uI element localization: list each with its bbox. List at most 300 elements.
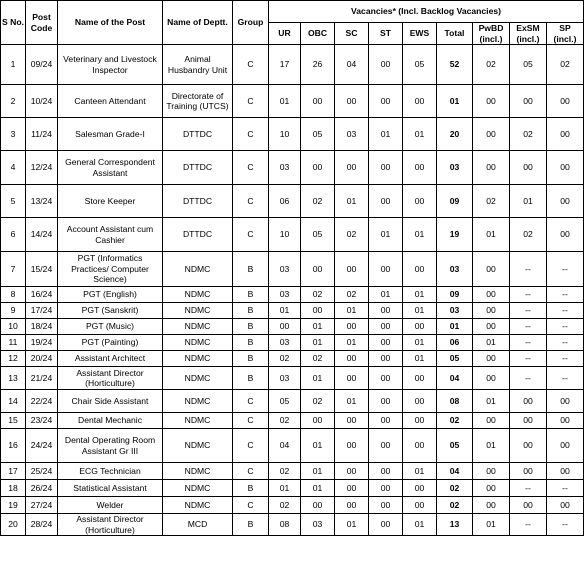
cell-dept: DTTDC [163, 218, 233, 252]
cell-st: 00 [369, 319, 403, 335]
cell-post: Dental Operating Room Assistant Gr III [58, 429, 163, 463]
table-row [1, 497, 584, 514]
cell-sp: -- [547, 514, 584, 536]
cell-sc: 02 [335, 287, 369, 303]
header-sc: SC [335, 23, 369, 45]
cell-ur: 01 [269, 480, 301, 497]
cell-obc: 03 [301, 514, 335, 536]
cell-exsm: -- [510, 319, 547, 335]
cell-obc: 00 [301, 303, 335, 319]
cell-obc: 01 [301, 367, 335, 390]
cell-sp: -- [547, 303, 584, 319]
cell-total: 06 [437, 335, 473, 351]
cell-sp: -- [547, 480, 584, 497]
cell-sno: 15 [1, 413, 26, 429]
cell-ews: 00 [403, 151, 437, 185]
cell-dept: NDMC [163, 413, 233, 429]
cell-sc: 01 [335, 335, 369, 351]
cell-sc: 00 [335, 319, 369, 335]
cell-dept: NDMC [163, 287, 233, 303]
cell-st: 00 [369, 429, 403, 463]
cell-dept: Animal Husbandry Unit [163, 45, 233, 85]
cell-sno: 1 [1, 45, 26, 85]
cell-dept: DTTDC [163, 185, 233, 218]
cell-ews: 00 [403, 390, 437, 413]
cell-total: 20 [437, 118, 473, 151]
cell-code: 24/24 [26, 429, 58, 463]
cell-sp: 00 [547, 118, 584, 151]
cell-group: B [233, 351, 269, 367]
cell-sno: 6 [1, 218, 26, 252]
cell-code: 21/24 [26, 367, 58, 390]
header-vacancies: Vacancies* (Incl. Backlog Vacancies) [269, 1, 584, 23]
cell-sp: 00 [547, 218, 584, 252]
cell-dept: Directorate of Training (UTCS) [163, 85, 233, 118]
cell-ur: 01 [269, 85, 301, 118]
cell-group: C [233, 151, 269, 185]
header-total: Total [437, 23, 473, 45]
cell-exsm: -- [510, 480, 547, 497]
cell-group: C [233, 413, 269, 429]
cell-obc: 05 [301, 218, 335, 252]
header-sp: SP (incl.) [547, 23, 584, 45]
cell-pwbd: 00 [473, 303, 510, 319]
cell-post: PGT (English) [58, 287, 163, 303]
cell-sno: 4 [1, 151, 26, 185]
cell-exsm: 00 [510, 429, 547, 463]
cell-st: 00 [369, 185, 403, 218]
cell-pwbd: 00 [473, 497, 510, 514]
cell-sno: 20 [1, 514, 26, 536]
header-group: Group [233, 1, 269, 45]
cell-ews: 00 [403, 185, 437, 218]
cell-group: B [233, 303, 269, 319]
cell-sp: -- [547, 252, 584, 287]
cell-pwbd: 00 [473, 351, 510, 367]
cell-post: PGT (Informatics Practices/ Computer Science) [58, 252, 163, 287]
cell-obc: 01 [301, 335, 335, 351]
cell-pwbd: 00 [473, 480, 510, 497]
cell-post: Veterinary and Livestock Inspector [58, 45, 163, 85]
cell-total: 19 [437, 218, 473, 252]
cell-ur: 02 [269, 463, 301, 480]
cell-dept: DTTDC [163, 151, 233, 185]
cell-obc: 00 [301, 85, 335, 118]
cell-code: 17/24 [26, 303, 58, 319]
cell-ur: 03 [269, 335, 301, 351]
cell-ur: 03 [269, 367, 301, 390]
cell-code: 27/24 [26, 497, 58, 514]
cell-exsm: 00 [510, 85, 547, 118]
cell-sc: 03 [335, 118, 369, 151]
cell-exsm: -- [510, 367, 547, 390]
cell-pwbd: 00 [473, 367, 510, 390]
cell-total: 03 [437, 252, 473, 287]
cell-group: C [233, 85, 269, 118]
cell-obc: 02 [301, 351, 335, 367]
cell-dept: NDMC [163, 319, 233, 335]
cell-group: C [233, 118, 269, 151]
table-row [1, 463, 584, 480]
cell-post: PGT (Painting) [58, 335, 163, 351]
cell-sp: 00 [547, 463, 584, 480]
cell-dept: NDMC [163, 480, 233, 497]
cell-post: Statistical Assistant [58, 480, 163, 497]
cell-total: 09 [437, 287, 473, 303]
cell-st: 00 [369, 497, 403, 514]
cell-sno: 11 [1, 335, 26, 351]
cell-ews: 00 [403, 413, 437, 429]
table-row [1, 429, 584, 463]
cell-obc: 00 [301, 413, 335, 429]
cell-pwbd: 02 [473, 45, 510, 85]
cell-exsm: 00 [510, 413, 547, 429]
cell-ur: 10 [269, 118, 301, 151]
cell-ews: 00 [403, 367, 437, 390]
cell-sp: 00 [547, 151, 584, 185]
cell-exsm: -- [510, 514, 547, 536]
cell-pwbd: 00 [473, 252, 510, 287]
cell-code: 25/24 [26, 463, 58, 480]
cell-code: 18/24 [26, 319, 58, 335]
table-row [1, 335, 584, 351]
cell-sno: 7 [1, 252, 26, 287]
table-row [1, 85, 584, 118]
cell-ur: 03 [269, 287, 301, 303]
cell-group: C [233, 185, 269, 218]
table-row [1, 413, 584, 429]
cell-post: Chair Side Assistant [58, 390, 163, 413]
cell-total: 03 [437, 151, 473, 185]
cell-exsm: 02 [510, 118, 547, 151]
table-row [1, 45, 584, 85]
cell-sc: 00 [335, 429, 369, 463]
table-row [1, 185, 584, 218]
cell-pwbd: 00 [473, 413, 510, 429]
cell-group: B [233, 335, 269, 351]
cell-pwbd: 00 [473, 118, 510, 151]
table-row [1, 303, 584, 319]
cell-pwbd: 00 [473, 151, 510, 185]
cell-st: 01 [369, 118, 403, 151]
cell-total: 02 [437, 413, 473, 429]
cell-ews: 01 [403, 335, 437, 351]
table-row [1, 351, 584, 367]
cell-st: 00 [369, 252, 403, 287]
cell-code: 15/24 [26, 252, 58, 287]
cell-pwbd: 01 [473, 514, 510, 536]
cell-code: 09/24 [26, 45, 58, 85]
cell-sno: 12 [1, 351, 26, 367]
cell-ews: 01 [403, 118, 437, 151]
cell-exsm: -- [510, 252, 547, 287]
cell-group: B [233, 252, 269, 287]
header-ews: EWS [403, 23, 437, 45]
cell-exsm: -- [510, 351, 547, 367]
cell-post: Canteen Attendant [58, 85, 163, 118]
cell-sno: 3 [1, 118, 26, 151]
cell-total: 05 [437, 351, 473, 367]
cell-code: 11/24 [26, 118, 58, 151]
cell-group: C [233, 497, 269, 514]
cell-group: C [233, 218, 269, 252]
cell-sp: 00 [547, 497, 584, 514]
cell-exsm: 02 [510, 218, 547, 252]
cell-ur: 03 [269, 252, 301, 287]
cell-group: C [233, 463, 269, 480]
header-ur: UR [269, 23, 301, 45]
cell-group: B [233, 480, 269, 497]
cell-sc: 04 [335, 45, 369, 85]
cell-sc: 01 [335, 185, 369, 218]
cell-total: 02 [437, 480, 473, 497]
cell-ews: 00 [403, 252, 437, 287]
cell-st: 00 [369, 480, 403, 497]
cell-group: C [233, 45, 269, 85]
cell-exsm: 05 [510, 45, 547, 85]
cell-sp: -- [547, 319, 584, 335]
cell-code: 20/24 [26, 351, 58, 367]
cell-sno: 19 [1, 497, 26, 514]
cell-total: 09 [437, 185, 473, 218]
cell-sp: 00 [547, 429, 584, 463]
cell-sp: -- [547, 287, 584, 303]
cell-obc: 02 [301, 287, 335, 303]
cell-ur: 02 [269, 351, 301, 367]
cell-sno: 9 [1, 303, 26, 319]
cell-sc: 00 [335, 151, 369, 185]
cell-ews: 01 [403, 303, 437, 319]
header-name-of-deptt: Name of Deptt. [163, 1, 233, 45]
cell-post: General Correspondent Assistant [58, 151, 163, 185]
cell-post: PGT (Music) [58, 319, 163, 335]
cell-code: 19/24 [26, 335, 58, 351]
cell-dept: DTTDC [163, 118, 233, 151]
cell-dept: NDMC [163, 497, 233, 514]
table-body [1, 45, 584, 536]
cell-obc: 01 [301, 463, 335, 480]
cell-st: 01 [369, 218, 403, 252]
cell-sc: 00 [335, 413, 369, 429]
table-row [1, 480, 584, 497]
cell-total: 02 [437, 497, 473, 514]
cell-ur: 03 [269, 151, 301, 185]
cell-post: PGT (Sanskrit) [58, 303, 163, 319]
cell-group: B [233, 367, 269, 390]
cell-ews: 00 [403, 85, 437, 118]
cell-exsm: 00 [510, 497, 547, 514]
cell-post: Account Assistant cum Cashier [58, 218, 163, 252]
cell-ews: 00 [403, 319, 437, 335]
cell-exsm: -- [510, 303, 547, 319]
cell-sc: 00 [335, 480, 369, 497]
cell-pwbd: 00 [473, 463, 510, 480]
cell-sp: -- [547, 335, 584, 351]
cell-group: B [233, 287, 269, 303]
cell-obc: 00 [301, 497, 335, 514]
cell-obc: 01 [301, 480, 335, 497]
cell-st: 00 [369, 413, 403, 429]
cell-total: 08 [437, 390, 473, 413]
table-row [1, 151, 584, 185]
cell-sc: 00 [335, 252, 369, 287]
cell-sno: 18 [1, 480, 26, 497]
cell-st: 00 [369, 45, 403, 85]
cell-ur: 08 [269, 514, 301, 536]
cell-exsm: 01 [510, 185, 547, 218]
cell-dept: NDMC [163, 351, 233, 367]
cell-ews: 00 [403, 497, 437, 514]
cell-exsm: 00 [510, 390, 547, 413]
cell-obc: 01 [301, 429, 335, 463]
cell-obc: 00 [301, 252, 335, 287]
cell-code: 14/24 [26, 218, 58, 252]
cell-code: 23/24 [26, 413, 58, 429]
cell-post: Store Keeper [58, 185, 163, 218]
cell-total: 01 [437, 85, 473, 118]
cell-obc: 02 [301, 390, 335, 413]
cell-st: 00 [369, 463, 403, 480]
cell-pwbd: 01 [473, 390, 510, 413]
cell-ews: 00 [403, 480, 437, 497]
cell-sp: 00 [547, 185, 584, 218]
cell-ur: 00 [269, 319, 301, 335]
header-pwbd: PwBD (incl.) [473, 23, 510, 45]
cell-dept: NDMC [163, 429, 233, 463]
cell-sno: 16 [1, 429, 26, 463]
cell-st: 00 [369, 335, 403, 351]
cell-post: Dental Mechanic [58, 413, 163, 429]
cell-pwbd: 02 [473, 185, 510, 218]
cell-st: 00 [369, 514, 403, 536]
header-name-of-post: Name of the Post [58, 1, 163, 45]
cell-sno: 14 [1, 390, 26, 413]
cell-pwbd: 00 [473, 287, 510, 303]
cell-code: 12/24 [26, 151, 58, 185]
cell-sno: 2 [1, 85, 26, 118]
table-row [1, 319, 584, 335]
cell-exsm: 00 [510, 463, 547, 480]
cell-total: 05 [437, 429, 473, 463]
cell-post: Assistant Architect [58, 351, 163, 367]
cell-code: 28/24 [26, 514, 58, 536]
cell-dept: NDMC [163, 252, 233, 287]
cell-sno: 5 [1, 185, 26, 218]
cell-sc: 00 [335, 497, 369, 514]
cell-st: 00 [369, 390, 403, 413]
cell-total: 52 [437, 45, 473, 85]
cell-sp: 00 [547, 413, 584, 429]
cell-ur: 02 [269, 413, 301, 429]
cell-total: 13 [437, 514, 473, 536]
cell-exsm: -- [510, 287, 547, 303]
cell-group: C [233, 390, 269, 413]
cell-post: Salesman Grade-I [58, 118, 163, 151]
cell-dept: NDMC [163, 303, 233, 319]
table-header [1, 1, 584, 45]
cell-post: Assistant Director (Horticulture) [58, 514, 163, 536]
cell-group: C [233, 429, 269, 463]
cell-total: 03 [437, 303, 473, 319]
cell-dept: MCD [163, 514, 233, 536]
cell-st: 00 [369, 303, 403, 319]
cell-ews: 01 [403, 463, 437, 480]
cell-pwbd: 00 [473, 85, 510, 118]
cell-ur: 10 [269, 218, 301, 252]
cell-total: 04 [437, 463, 473, 480]
cell-sp: 00 [547, 390, 584, 413]
cell-obc: 26 [301, 45, 335, 85]
cell-ews: 01 [403, 287, 437, 303]
cell-post: ECG Technician [58, 463, 163, 480]
cell-obc: 05 [301, 118, 335, 151]
cell-sno: 10 [1, 319, 26, 335]
cell-st: 01 [369, 287, 403, 303]
cell-dept: NDMC [163, 335, 233, 351]
header-sno: S No. [1, 1, 26, 45]
cell-sc: 00 [335, 367, 369, 390]
cell-sc: 00 [335, 463, 369, 480]
cell-pwbd: 01 [473, 218, 510, 252]
cell-dept: NDMC [163, 390, 233, 413]
table-row [1, 367, 584, 390]
cell-st: 00 [369, 351, 403, 367]
cell-ews: 01 [403, 218, 437, 252]
header-st: ST [369, 23, 403, 45]
header-obc: OBC [301, 23, 335, 45]
cell-pwbd: 00 [473, 319, 510, 335]
cell-sc: 01 [335, 390, 369, 413]
header-post-code: Post Code [26, 1, 58, 45]
table-row [1, 252, 584, 287]
cell-sc: 01 [335, 303, 369, 319]
cell-obc: 01 [301, 319, 335, 335]
cell-group: B [233, 319, 269, 335]
table-row [1, 118, 584, 151]
cell-code: 22/24 [26, 390, 58, 413]
cell-exsm: 00 [510, 151, 547, 185]
cell-post: Assistant Director (Horticulture) [58, 367, 163, 390]
cell-ur: 17 [269, 45, 301, 85]
header-exsm: ExSM (incl.) [510, 23, 547, 45]
cell-pwbd: 01 [473, 335, 510, 351]
cell-sp: 00 [547, 85, 584, 118]
cell-ews: 05 [403, 45, 437, 85]
cell-ur: 02 [269, 497, 301, 514]
cell-sc: 02 [335, 218, 369, 252]
cell-obc: 00 [301, 151, 335, 185]
table-row [1, 287, 584, 303]
cell-ews: 01 [403, 351, 437, 367]
cell-st: 00 [369, 85, 403, 118]
cell-sc: 01 [335, 514, 369, 536]
cell-group: B [233, 514, 269, 536]
cell-ur: 01 [269, 303, 301, 319]
cell-pwbd: 01 [473, 429, 510, 463]
cell-ews: 01 [403, 514, 437, 536]
cell-dept: NDMC [163, 463, 233, 480]
cell-post: Welder [58, 497, 163, 514]
cell-st: 00 [369, 151, 403, 185]
table-row [1, 514, 584, 536]
cell-total: 01 [437, 319, 473, 335]
cell-obc: 02 [301, 185, 335, 218]
table-row [1, 218, 584, 252]
cell-sp: 02 [547, 45, 584, 85]
cell-sno: 8 [1, 287, 26, 303]
cell-exsm: -- [510, 335, 547, 351]
cell-ur: 05 [269, 390, 301, 413]
